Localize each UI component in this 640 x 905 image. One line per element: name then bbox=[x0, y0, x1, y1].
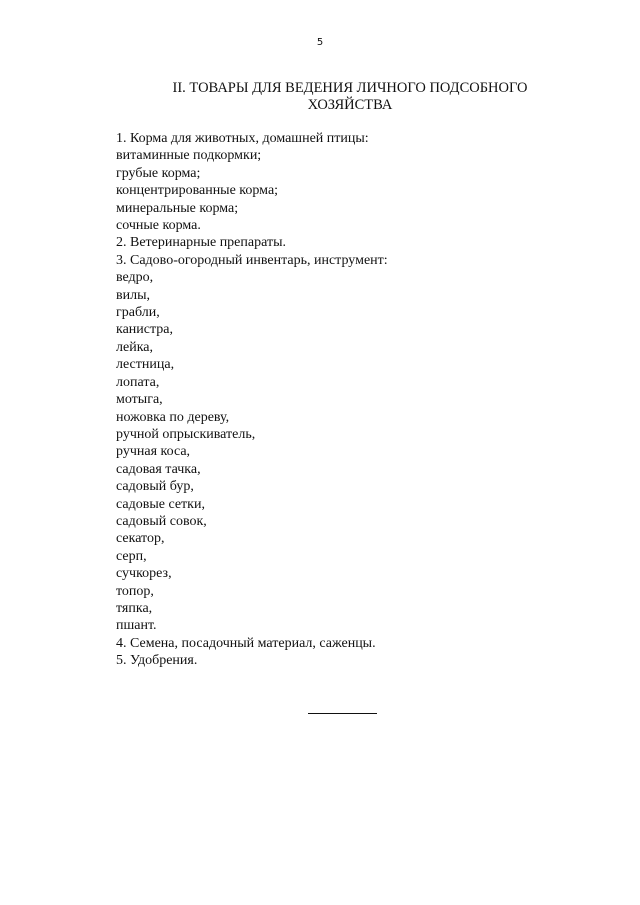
list-item: минеральные корма; bbox=[116, 200, 239, 216]
list-item: 1. Корма для животных, домашней птицы: bbox=[116, 131, 369, 146]
list-item: ручная коса, bbox=[116, 444, 191, 460]
list-item: садовый совок, bbox=[116, 513, 207, 529]
section-title bbox=[150, 80, 550, 114]
section-title-line-2: ХОЗЯЙСТВА bbox=[307, 97, 393, 113]
list-item: ножовка по дереву, bbox=[116, 409, 230, 425]
list-item: грубые корма; bbox=[116, 165, 201, 181]
list-item: 4. Семена, посадочный материал, саженцы. bbox=[116, 635, 376, 651]
list-item: 2. Ветеринарные препараты. bbox=[116, 235, 286, 251]
page-number: 5 bbox=[316, 37, 324, 48]
list-item: лестница, bbox=[116, 357, 175, 373]
goods-list bbox=[116, 130, 576, 670]
list-item: серп, bbox=[116, 548, 147, 564]
end-divider-line bbox=[308, 713, 377, 714]
list-item: 5. Удобрения. bbox=[116, 653, 198, 669]
list-item: мотыга, bbox=[116, 392, 163, 408]
list-item: концентрированные корма; bbox=[116, 183, 279, 199]
list-item: вилы, bbox=[116, 287, 150, 303]
list-item: секатор, bbox=[116, 531, 165, 547]
list-item: канистра, bbox=[116, 322, 174, 338]
list-item: садовый бур, bbox=[116, 479, 194, 495]
list-item: сучкорез, bbox=[116, 566, 172, 582]
list-item: 3. Садово-огородный инвентарь, инструмент: bbox=[116, 252, 388, 268]
section-title-line-1: II. ТОВАРЫ ДЛЯ ВЕДЕНИЯ ЛИЧНОГО ПОДСОБНОГО bbox=[172, 80, 528, 96]
list-item: лопата, bbox=[116, 374, 160, 390]
list-item: лейка, bbox=[116, 339, 153, 355]
list-item: садовая тачка, bbox=[116, 461, 201, 477]
list-item: грабли, bbox=[116, 305, 160, 321]
list-item: сочные корма. bbox=[116, 218, 201, 234]
list-item: пшант. bbox=[116, 618, 157, 634]
list-item: садовые сетки, bbox=[116, 496, 205, 512]
list-item: топор, bbox=[116, 583, 154, 599]
list-item: тяпка, bbox=[116, 600, 153, 616]
list-item: ведро, bbox=[116, 270, 154, 286]
list-item: ручной опрыскиватель, bbox=[116, 426, 256, 442]
list-item: витаминные подкормки; bbox=[116, 148, 262, 164]
